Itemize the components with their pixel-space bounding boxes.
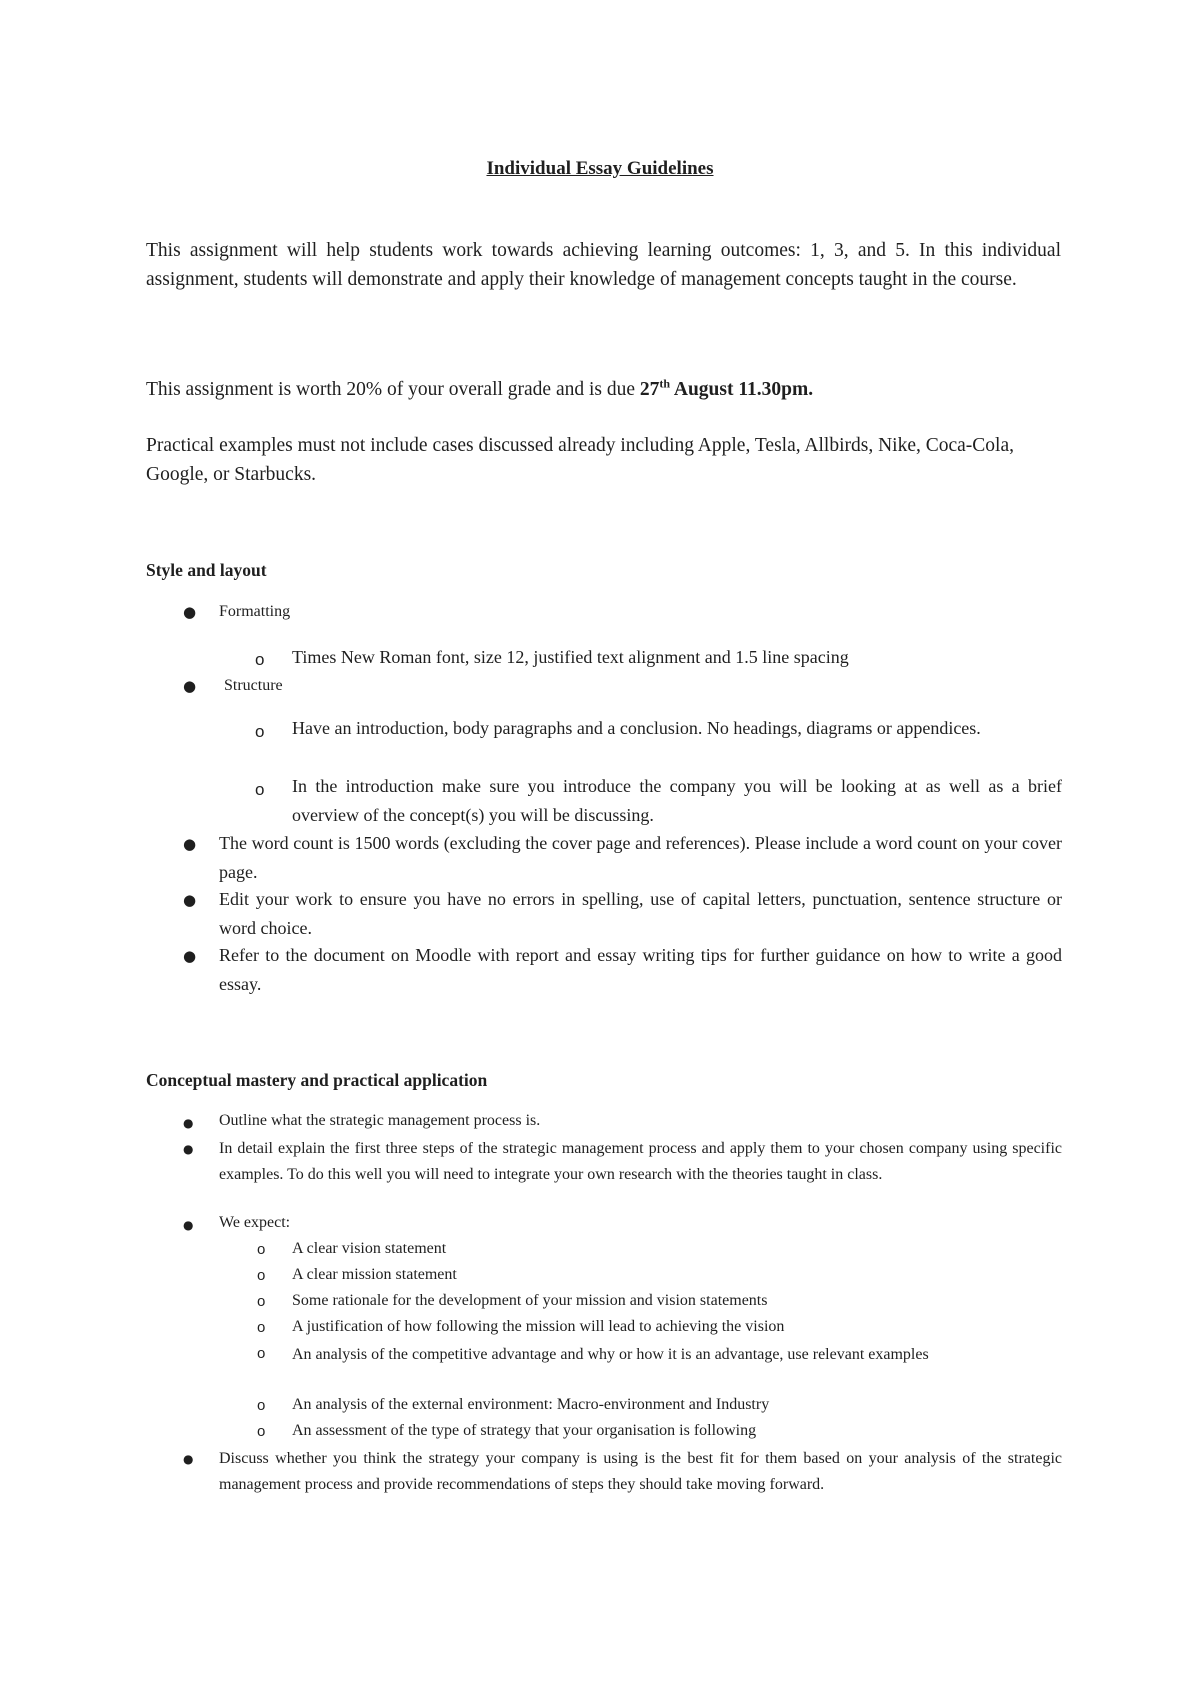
bullet-icon: ● [183,1142,194,1156]
structure-item-1: Have an introduction, body paragraphs and a conclusion. No headings, diagrams or appendices. [292,718,981,738]
moodle-item: Refer to the document on Moodle with report and essay writing tips for further guidance on how to write a good essay. [219,945,1062,994]
structure-item-2: In the introduction make sure you introduce the company you will be looking at as well as a brief overview of the concept(s) you will be discussing. [292,776,1062,825]
expect-item: A justification of how following the mission will lead to achieving the vision [292,1318,785,1335]
expect-item: Some rationale for the development of your mission and vision statements [292,1292,768,1309]
circle-bullet-icon: o [255,780,265,799]
bullet-icon: ● [183,603,197,621]
formatting-label: Formatting [219,603,291,620]
we-expect-label: We expect: [219,1214,291,1231]
detail-item: In detail explain the first three steps of the strategic management process and apply them to your chosen company using specific examples. To do this well you will need to integrate your own research with the theories taught in class. [219,1140,1062,1183]
bullet-icon: ● [183,1218,194,1232]
due-day: 27 [639,379,660,400]
bullet-icon: ● [183,835,197,853]
circle-bullet-icon: o [255,650,265,669]
style-layout-heading: Style and layout [146,560,267,580]
due-date-time: August 11.30pm. [670,379,814,400]
due-day-suffix: th [659,376,671,391]
bullet-icon: ● [183,677,197,695]
bullet-icon: ● [183,891,197,909]
circle-bullet-icon: o [257,1423,266,1440]
outline-item: Outline what the strategic management process is. [219,1112,541,1129]
grade-text: This assignment is worth 20% of your overall grade and is due [146,379,640,400]
circle-bullet-icon: o [257,1319,266,1336]
page-title: Individual Essay Guidelines [486,158,714,179]
bullet-icon: ● [183,1452,194,1466]
expect-item: A clear mission statement [292,1266,457,1283]
circle-bullet-icon: o [257,1345,266,1362]
circle-bullet-icon: o [257,1267,266,1284]
grade-paragraph [146,376,1061,405]
circle-bullet-icon: o [257,1397,266,1414]
circle-bullet-icon: o [257,1293,266,1310]
discuss-item: Discuss whether you think the strategy your company is using is the best fit for them based on your analysis of the strategic management process and provide recommendations of steps they should take moving forward. [219,1450,1062,1493]
bullet-icon: ● [183,1116,194,1130]
outcomes-paragraph: This assignment will help students work towards achieving learning outcomes: 1, 3, and 5. In this individual assignment, students will demonstrate and apply their knowledge of management concepts taught in the course. [146,240,1061,290]
conceptual-mastery-heading: Conceptual mastery and practical application [146,1070,488,1090]
circle-bullet-icon: o [257,1241,266,1258]
expect-item: An analysis of the external environment: Macro-environment and Industry [292,1396,770,1413]
examples-paragraph: Practical examples must not include cases discussed already including Apple, Tesla, Allbirds, Nike, Coca-Cola, Google, or Starbucks. [146,435,1014,485]
structure-label: Structure [224,677,283,694]
formatting-item: Times New Roman font, size 12, justified text alignment and 1.5 line spacing [292,647,849,667]
expect-item: A clear vision statement [292,1240,447,1257]
bullet-icon: ● [183,947,197,965]
word-count-item: The word count is 1500 words (excluding the cover page and references). Please include a word count on your cover page. [219,833,1062,882]
expect-item: An assessment of the type of strategy that your organisation is following [292,1422,757,1439]
circle-bullet-icon: o [255,722,265,741]
expect-item: An analysis of the competitive advantage and why or how it is an advantage, use relevant examples [292,1346,929,1363]
edit-item: Edit your work to ensure you have no errors in spelling, use of capital letters, punctuation, sentence structure or word choice. [219,889,1062,938]
